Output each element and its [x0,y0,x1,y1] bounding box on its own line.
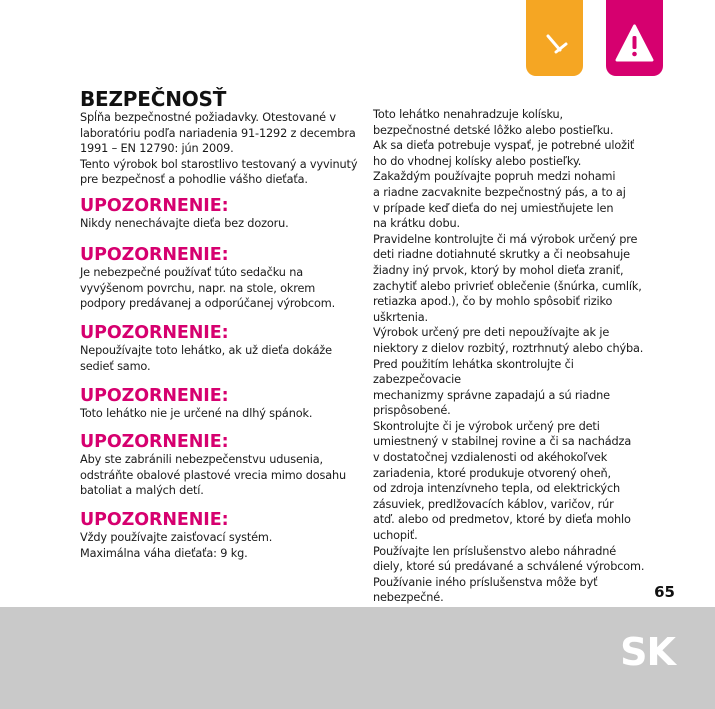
warning-block [80,510,365,561]
warning-text: Toto lehátko nie je určené na dlhý spánok. [80,407,313,420]
footer-band [0,607,715,709]
left-column [80,110,365,188]
warning-title: UPOZORNENIE: [80,432,229,452]
warning-icon [606,0,663,76]
warning-text: Nepoužívajte toto lehátko, ak už dieťa dokáže sedieť samo. [80,344,332,373]
warning-block [80,432,365,499]
right-column [373,107,648,606]
warning-text: Aby ste zabránili nebezpečenstvu udusenia, odstráňte obalové plastové vrecia mimo dosahu batoliat a malých detí. [80,453,347,498]
safety-instructions: Toto lehátko nenahradzuje kolísku, bezpečnostné detské lôžko alebo postieľku. Ak sa dieťa potrebuje vyspať, je potrebné uložiť ho do vhodnej kolísky alebo postieľky. Zakaždým používajte popruh medzi nohami a riadne zacvaknite bezpečnostný pás, a to aj v prípade keď dieťa do nej umiestňujete len na krátku dobu. Pravidelne kontrolujte či má výrobok určený pre deti riadne dotiahnuté skrutky a či neobsahuje žiadny iný prvok, ktorý by mohol dieťa zraniť, zachytiť alebo privrieť oblečenie (šnúrka, cumlík, retiazka apod.), čo by mohlo spôsobiť riziko uškrtenia. Výrobok určený pre deti nepoužívajte ak je niektory z dielov rozbitý, roztrhnutý alebo chýba. Pred použitím lehátka skontrolujte či zabezpečovacie mechanizmy správne zapadajú a sú riadne prispôsobené. Skontrolujte či je výrobok určený pre deti umiestnený v stabilnej rovine a či sa nachádza v dostatočnej vzdialenosti od akéhokoľvek zariadenia, ktoré produkuje otvorený oheň, od zdroja intenzívneho tepla, od elektrických zásuviek, predlžovacích káblov, varičov, rúr atď. alebo od predmetov, ktoré by dieťa mohlo uchopiť. Používajte len príslušenstvo alebo náhradné diely, ktoré sú predávané a schválené výrobcom. Používanie iného príslušenstva môže byť nebezpečné. [373,108,645,605]
warning-title: UPOZORNENIE: [80,245,229,265]
warning-text: Nikdy nenechávajte dieťa bez dozoru. [80,217,289,230]
warning-title: UPOZORNENIE: [80,196,229,216]
warning-tab [606,0,663,76]
warning-text: Je nebezpečné používať túto sedačku na vyvýšenom povrchu, napr. na stole, okrem podpory predávanej a odporúčanej výrobcom. [80,266,336,311]
warning-text: Vždy používajte zaisťovací systém. Maximálna váha dieťaťa: 9 kg. [80,531,273,560]
warning-title: UPOZORNENIE: [80,323,229,343]
warning-title: UPOZORNENIE: [80,510,229,530]
warning-block [80,245,365,312]
tool-icon [526,0,583,76]
page-title: BEZPEČNOSŤ [80,87,227,111]
tool-tab [526,0,583,76]
warning-block [80,196,365,232]
intro-paragraph: Spĺňa bezpečnostné požiadavky. Otestované v laboratóriu podľa nariadenia 91-1292 z decembra 1991 – EN 12790: jún 2009. Tento výrobok bol starostlivo testovaný a vyvinutý pre bezpečnosť a pohodlie vášho dieťaťa. [80,111,358,187]
warning-block [80,386,365,422]
page-number: 65 [654,583,675,601]
warning-title: UPOZORNENIE: [80,386,229,406]
language-code: SK [620,630,675,674]
warning-block [80,323,365,374]
